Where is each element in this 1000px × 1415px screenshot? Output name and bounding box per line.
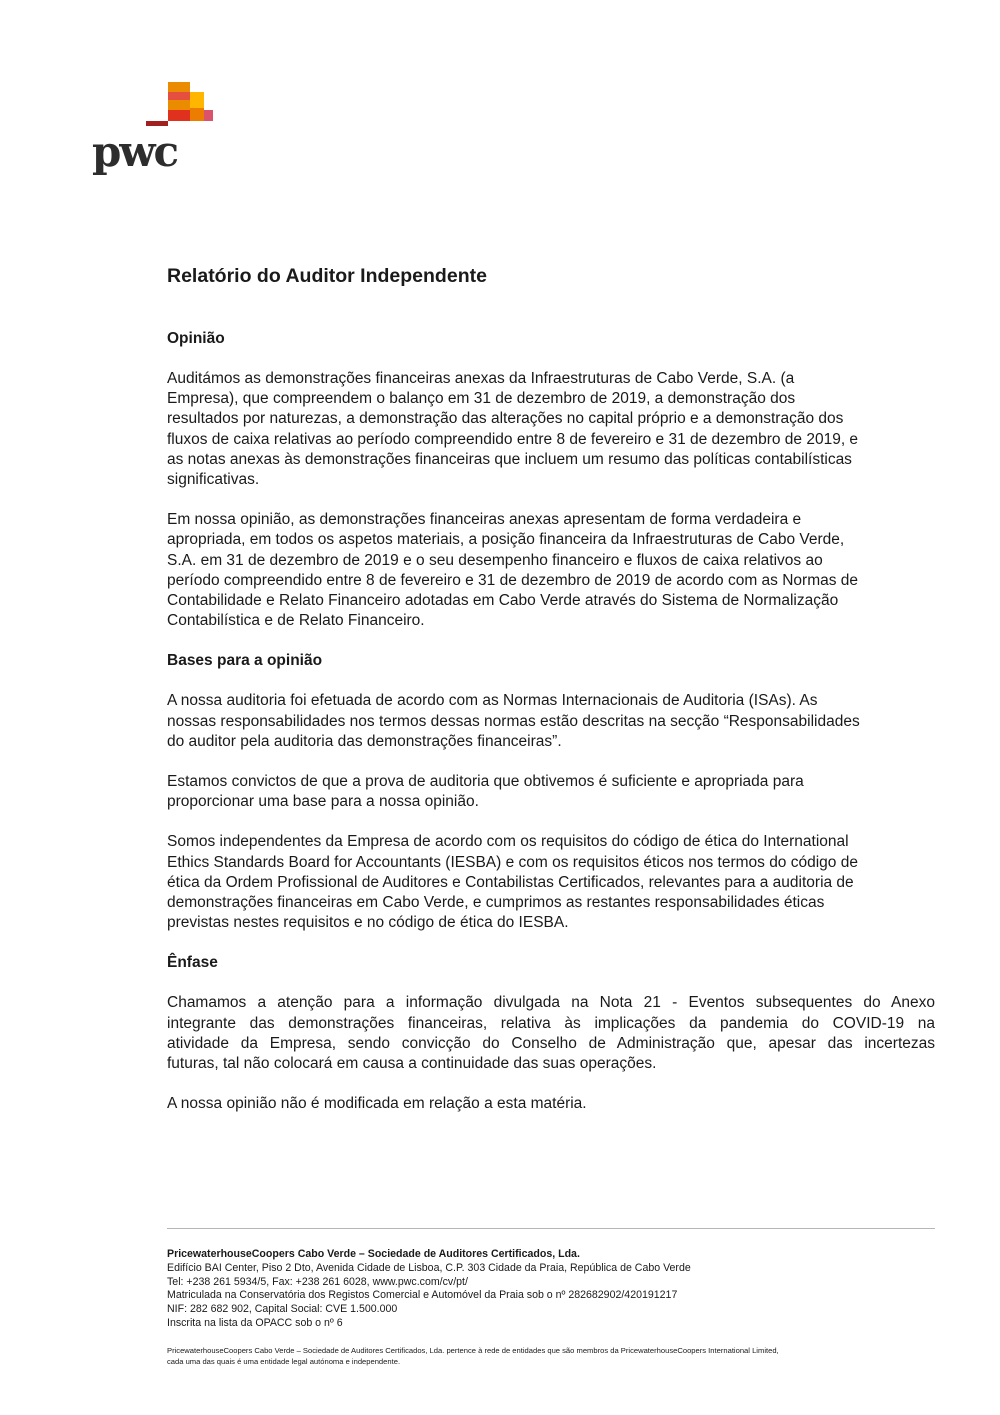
paragraph-enfase-1 [167, 993, 935, 1074]
footer-disclaimer: cada uma das quais é uma entidade legal autónoma e independente. [167, 1357, 401, 1367]
pwc-logo [92, 78, 222, 178]
logo-block [190, 108, 204, 121]
logo-block [168, 100, 190, 110]
footer-contacts: Tel: +238 261 5934/5, Fax: +238 261 6028, www.pwc.com/cv/pt/ [167, 1275, 468, 1288]
text-line: previstas nestes requisitos e no código de ética do IESBA. [167, 914, 569, 932]
text-line: Ethics Standards Board for Accountants (IESBA) e com os requisitos éticos nos termos do código de [167, 853, 858, 871]
text-line: apropriada, em todos os aspetos materiais, a posição financeira da Infraestruturas de Cabo Verde, [167, 531, 845, 549]
logo-wordmark: pwc [92, 127, 178, 176]
page-title: Relatório do Auditor Independente [167, 265, 487, 287]
text-line: S.A. em 31 de dezembro de 2019 e o seu desempenho financeiro e fluxos de caixa relativos ao [167, 551, 823, 569]
footer-divider [167, 1228, 935, 1229]
paragraph-bases-2 [167, 772, 935, 812]
text-line: ética da Ordem Profissional de Auditores e Contabilistas Certificados, relevantes para a auditoria de [167, 873, 854, 891]
footer-disclaimer: PricewaterhouseCoopers Cabo Verde – Sociedade de Auditores Certificados, Lda. pertence à rede de entidades que são membros da PricewaterhouseCoopers International Limited, [167, 1345, 779, 1355]
logo-block [146, 121, 168, 126]
text-line: significativas. [167, 471, 260, 489]
page-footer [167, 1228, 935, 1368]
heading-bases: Bases para a opinião [167, 652, 323, 670]
footer-opacc: Inscrita na lista da OPACC sob o nº 6 [167, 1316, 343, 1329]
text-line: nossas responsabilidades nos termos dessas normas estão descritas na secção “Responsabilidades [167, 712, 860, 730]
heading-opiniao: Opinião [167, 330, 225, 347]
footer-registration: Matriculada na Conservatória dos Registos Comercial e Automóvel da Praia sob o nº 282682902/420191217 [167, 1289, 678, 1302]
paragraph-bases-3 [167, 832, 935, 933]
text-line: as notas anexas às demonstrações financeiras que incluem um resumo das políticas contabilísticas [167, 450, 852, 468]
text-line: Somos independentes da Empresa de acordo com os requisitos do código de ética do International [167, 833, 849, 851]
logo-block [168, 110, 190, 121]
text-line: futuras, tal não colocará em causa a continuidade das suas operações. [167, 1055, 657, 1073]
logo-block [204, 110, 213, 121]
text-line: Auditámos as demonstrações financeiras anexas da Infraestruturas de Cabo Verde, S.A. (a [167, 370, 795, 387]
text-line: demonstrações financeiras em Cabo Verde, e cumprimos as restantes responsabilidades éticas [167, 894, 825, 912]
footer-tax-id: NIF: 282 682 902, Capital Social: CVE 1.500.000 [167, 1303, 398, 1316]
paragraph-enfase-2 [167, 1094, 935, 1114]
footer-company: PricewaterhouseCoopers Cabo Verde – Sociedade de Auditores Certificados, Lda. [167, 1248, 580, 1260]
text-line: Estamos convictos de que a prova de auditoria que obtivemos é suficiente e apropriada para [167, 773, 804, 791]
text-line: Em nossa opinião, as demonstrações financeiras anexas apresentam de forma verdadeira e [167, 511, 802, 529]
text-line: A nossa auditoria foi efetuada de acordo com as Normas Internacionais de Auditoria (ISAs). As [167, 692, 818, 710]
text-line: Contabilidade e Relato Financeiro adotadas em Cabo Verde através do Sistema de Normalização [167, 592, 839, 610]
text-line: integrante das demonstrações financeiras, relativa às implicações da pandemia do COVID-19 na [167, 1014, 935, 1032]
footer-address: Edifício BAI Center, Piso 2 Dto, Avenida Cidade de Lisboa, C.P. 303 Cidade da Praia, República de Cabo Verde [167, 1261, 691, 1274]
logo-block [190, 92, 204, 108]
paragraph-opiniao-2 [167, 510, 935, 631]
text-line: resultados por naturezas, a demonstração das alterações no capital próprio e a demonstração dos [167, 410, 844, 428]
paragraph-opiniao-1 [167, 369, 935, 490]
logo-block [168, 92, 190, 100]
text-line: Chamamos a atenção para a informação divulgada na Nota 21 - Eventos subsequentes do Anexo [167, 994, 935, 1012]
logo-block [168, 82, 190, 92]
text-line: proporcionar uma base para a nossa opinião. [167, 793, 479, 811]
text-line: A nossa opinião não é modificada em relação a esta matéria. [167, 1095, 587, 1113]
paragraph-bases-1 [167, 691, 935, 752]
text-line: do auditor pela auditoria das demonstrações financeiras”. [167, 732, 562, 750]
text-line: fluxos de caixa relativas ao período compreendido entre 8 de fevereiro e 31 de dezembro de 2019, e [167, 430, 859, 448]
heading-enfase: Ênfase [167, 954, 218, 972]
report-body [167, 262, 935, 1114]
text-line: atividade da Empresa, sendo convicção do Conselho de Administração que, apesar das incertezas [167, 1034, 935, 1052]
text-line: Empresa), que compreendem o balanço em 31 de dezembro de 2019, a demonstração dos [167, 390, 796, 408]
text-line: Contabilística e de Relato Financeiro. [167, 612, 425, 630]
text-line: período compreendido entre 8 de fevereiro e 31 de dezembro de 2019 de acordo com as Normas de [167, 571, 859, 589]
